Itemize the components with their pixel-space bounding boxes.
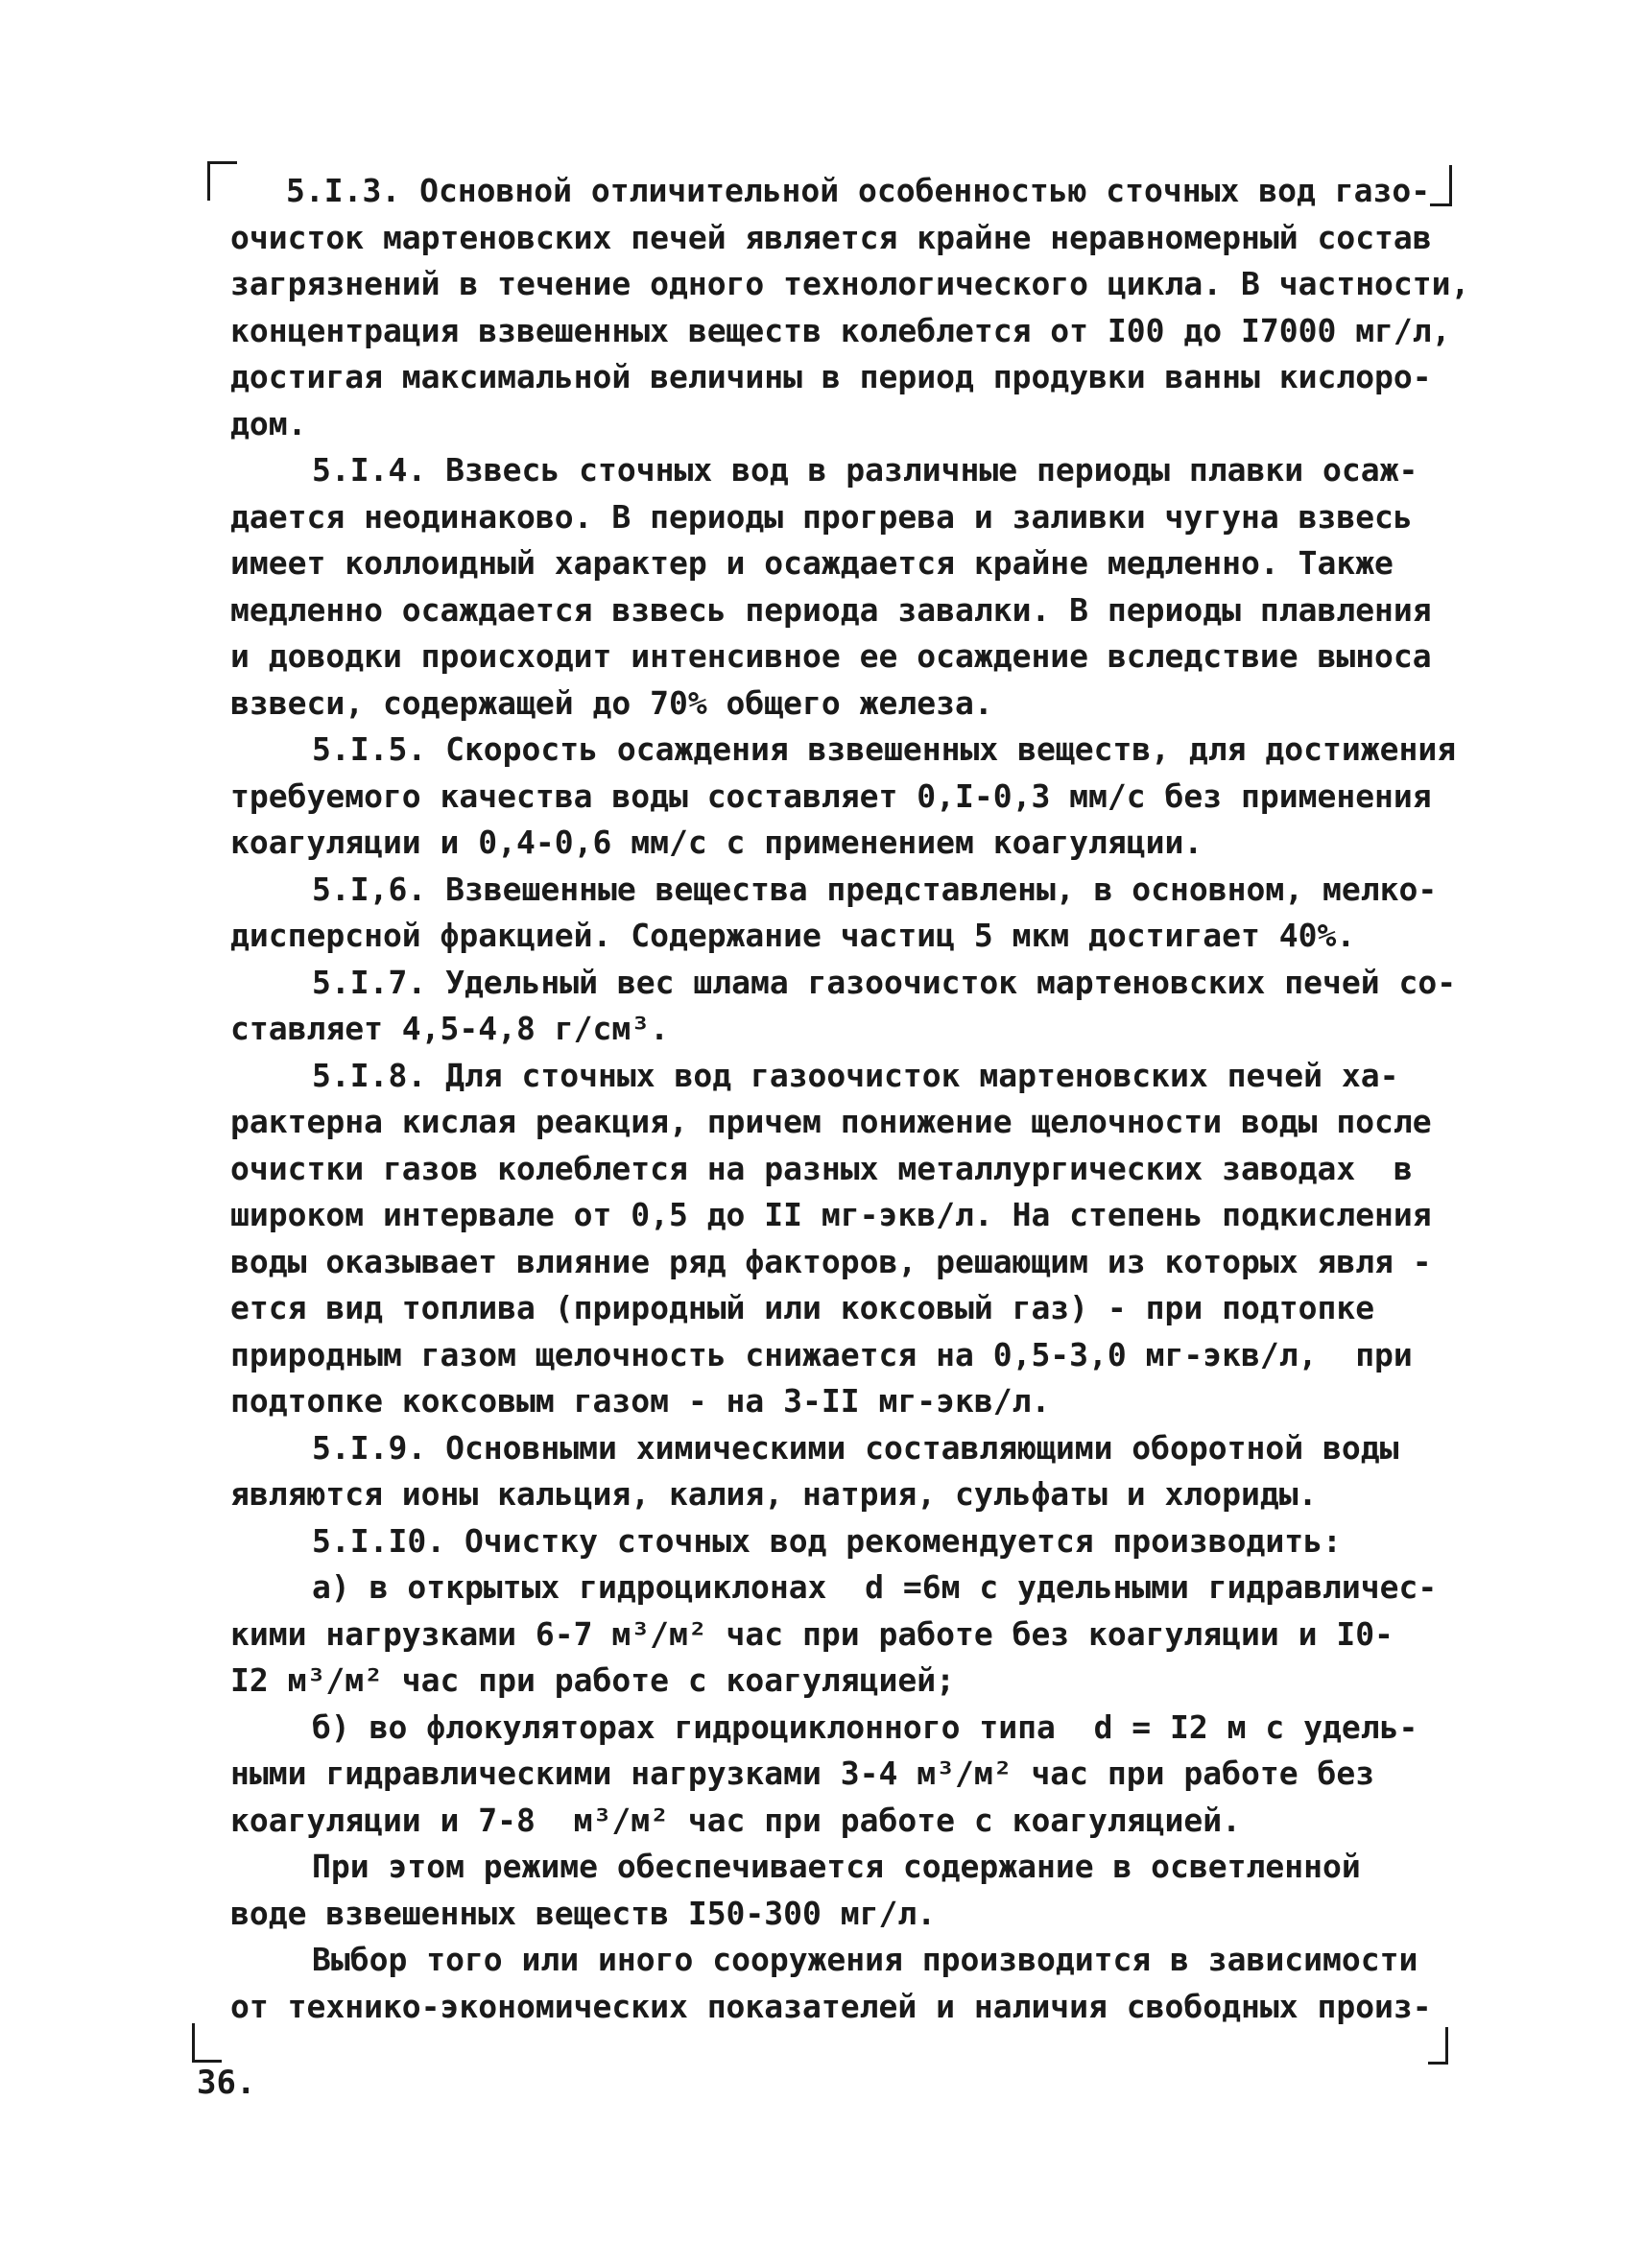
paragraph-5-1-7 xyxy=(230,960,1478,1053)
paragraph-5-1-4 xyxy=(230,447,1478,727)
text-line: 5.I.5. Скорость осаждения взвешенных веществ, для достижения xyxy=(312,730,1457,768)
paragraph-5-1-6 xyxy=(230,867,1478,960)
text-line: дается неодинаково. В периоды прогрева и заливки чугуна взвесь xyxy=(230,497,1413,536)
paragraph-5-1-3 xyxy=(230,168,1478,447)
paragraph-choice xyxy=(230,1937,1478,2030)
text-line: концентрация взвешенных веществ колеблется от I00 до I7000 мг/л, xyxy=(230,311,1451,349)
list-item-b xyxy=(230,1705,1478,1845)
text-line: коагуляции и 7-8 м³/м² час при работе с коагуляцией. xyxy=(230,1801,1241,1839)
text-line: 5.I.8. Для сточных вод газоочисток мартеновских печей ха- xyxy=(312,1056,1399,1094)
text-line: I2 м³/м² час при работе с коагуляцией; xyxy=(230,1661,955,1699)
paragraph-5-1-5 xyxy=(230,727,1478,867)
text-line: ными гидравлическими нагрузками 3-4 м³/м² час при работе без xyxy=(230,1755,1375,1792)
text-line: имеет коллоидный характер и осаждается крайне медленно. Также xyxy=(230,544,1394,582)
paragraph-5-1-8 xyxy=(230,1053,1478,1425)
text-line: требуемого качества воды составляет 0,I-0,3 мм/с без применения xyxy=(230,776,1432,815)
text-line: взвеси, содержащей до 70% общего железа. xyxy=(230,683,993,722)
text-line: дом. xyxy=(230,404,307,442)
text-line: достигая максимальной величины в период продувки ванны кислоро- xyxy=(230,358,1432,395)
corner-mark-bottom-left xyxy=(192,2023,222,2063)
text-line: являются ионы кальция, калия, натрия, сульфаты и хлориды. xyxy=(230,1475,1318,1513)
text-line: 5.I.4. Взвесь сточных вод в различные периоды плавки осаж- xyxy=(312,451,1418,489)
text-line: широком интервале от 0,5 до II мг-экв/л. На степень подкисления xyxy=(230,1196,1432,1233)
paragraph-5-1-10 xyxy=(230,1518,1478,1565)
corner-mark-bottom-right xyxy=(1428,2027,1448,2065)
text-line: от технико-экономических показателей и наличия свободных произ- xyxy=(230,1987,1432,2025)
paragraph-mode xyxy=(230,1844,1478,1937)
text-line: Выбор того или иного сооружения производится в зависимости xyxy=(312,1941,1418,1978)
text-line: медленно осаждается взвесь периода завалки. В периоды плавления xyxy=(230,590,1432,629)
text-line: 5.I.9. Основными химическими составляющими оборотной воды xyxy=(312,1428,1399,1467)
text-line: ется вид топлива (природный или коксовый газ) - при подтопке xyxy=(230,1289,1375,1326)
text-line: 5.I.7. Удельный вес шлама газоочисток мартеновских печей со- xyxy=(312,963,1457,1001)
text-line: б) во флокуляторах гидроциклонного типа d = I2 м с удель- xyxy=(312,1707,1418,1746)
text-line: 5.I,6. Взвешенные вещества представлены, в основном, мелко- xyxy=(312,870,1438,908)
text-line: и доводки происходит интенсивное ее осаждение вследствие выноса xyxy=(230,637,1432,675)
text-line: При этом режиме обеспечивается содержание в осветленной xyxy=(312,1848,1361,1885)
text-line: коагуляции и 0,4-0,6 мм/с с применением коагуляции. xyxy=(230,824,1203,861)
text-line: очистки газов колеблется на разных металлургических заводах в xyxy=(230,1149,1413,1187)
text-line: воде взвешенных веществ I50-300 мг/л. xyxy=(230,1894,937,1932)
document-body xyxy=(230,168,1478,2030)
text-line: рактерна кислая реакция, причем понижение щелочности воды после xyxy=(230,1103,1432,1140)
text-line: дисперсной фракцией. Содержание частиц 5 мкм достигает 40%. xyxy=(230,917,1356,954)
text-line: а) в открытых гидроциклонах d =6м с удельными гидравличес- xyxy=(312,1568,1438,1606)
page-number: 36. xyxy=(197,2064,256,2102)
paragraph-5-1-9 xyxy=(230,1425,1478,1518)
text-line: ставляет 4,5-4,8 г/см³. xyxy=(230,1010,669,1047)
text-line: воды оказывает влияние ряд факторов, решающим из которых явля - xyxy=(230,1242,1432,1280)
text-line: очисток мартеновских печей является крайне неравномерный состав xyxy=(230,218,1432,256)
list-item-a xyxy=(230,1564,1478,1705)
text-line: 5.I.I0. Очистку сточных вод рекомендуется производить: xyxy=(312,1521,1342,1560)
text-line: подтопке коксовым газом - на 3-II мг-экв/л. xyxy=(230,1382,1051,1420)
text-line: 5.I.3. Основной отличительной особенностью сточных вод газо- xyxy=(286,172,1431,209)
text-line: кими нагрузками 6-7 м³/м² час при работе без коагуляции и I0- xyxy=(230,1614,1394,1653)
text-line: загрязнений в течение одного технологического цикла. В частности, xyxy=(230,265,1470,302)
text-line: природным газом щелочность снижается на 0,5-3,0 мг-экв/л, при xyxy=(230,1335,1413,1373)
